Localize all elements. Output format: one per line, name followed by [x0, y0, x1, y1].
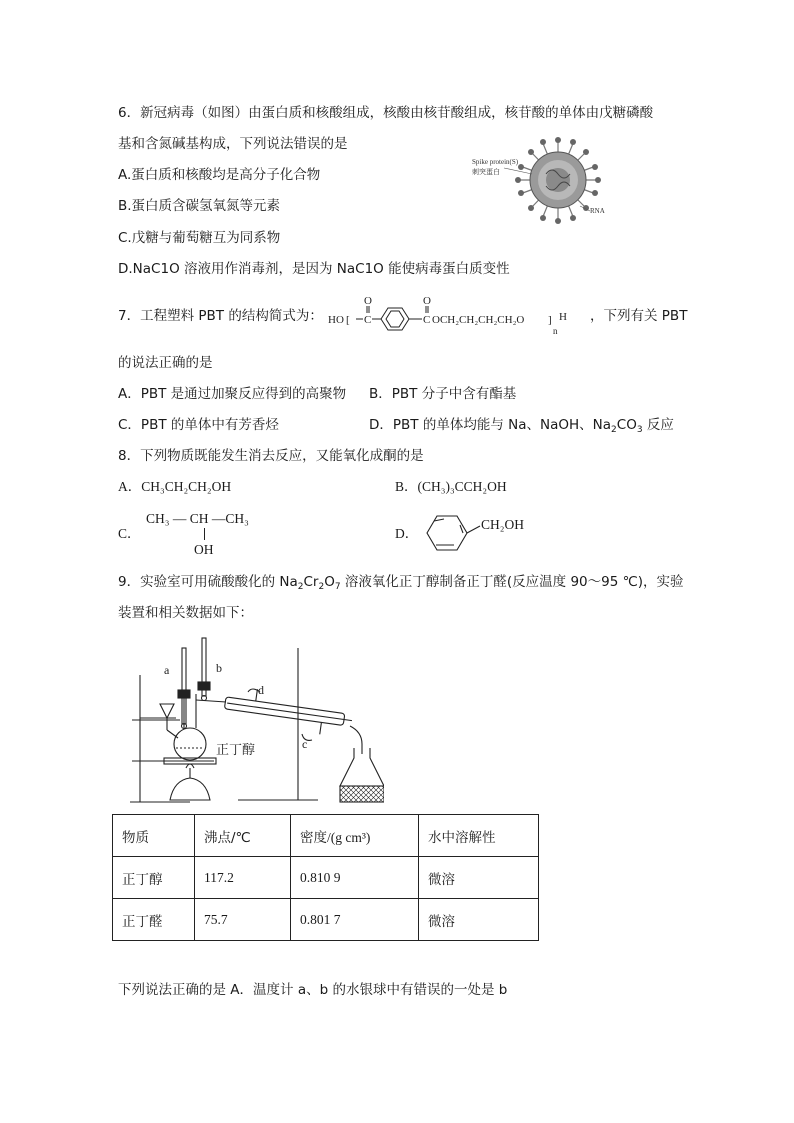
table-header-cell: 水中溶解性 [419, 815, 539, 857]
table-header-cell: 沸点/℃ [195, 815, 291, 857]
q7-stem-suffix: ，下列有关 PBT [590, 308, 688, 324]
q7-option-c: C．PBT 的单体中有芳香烃 [118, 417, 279, 433]
round-bottom-flask [174, 728, 206, 760]
alcohol-lamp [170, 778, 210, 800]
q6-stem-line1: 6．新冠病毒（如图）由蛋白质和核酸组成，核酸由核苷酸组成，核苷酸的单体由戊糖磷酸 [118, 105, 654, 121]
q7-option-a: A．PBT 是通过加聚反应得到的高聚物 [118, 386, 347, 402]
q8-option-c-chain: CH₃ — CH —CH₃ [146, 511, 249, 526]
table-cell: 正丁醇 [113, 857, 195, 899]
q8-stem: 8．下列物质既能发生消去反应，又能氧化成酮的是 [118, 448, 424, 464]
formula-ho: HO [328, 314, 344, 326]
distillation-apparatus [126, 630, 384, 808]
apparatus-label-b: b [216, 661, 222, 675]
table-cell: 75.7 [195, 899, 291, 941]
q6-stem-line2: 基和含氮碱基构成，下列说法错误的是 [118, 136, 348, 152]
q8-option-c-bond [204, 528, 205, 540]
q8-option-a: A．CH₃CH₂CH₂OH [118, 479, 232, 494]
q9-stem-line1: 9．实验室可用硫酸酸化的 $Na_2Cr_2O_7$ 溶液氧化正丁醇制备正丁醛(反应温度 90～95 ℃)，实验 [118, 574, 684, 592]
table-cell: 117.2 [195, 857, 291, 899]
virus-spike-label-cn: 刺突蛋白 [472, 168, 500, 176]
q7-stem-line2: 的说法正确的是 [118, 355, 213, 371]
table-cell: 正丁醛 [113, 899, 195, 941]
q8-option-c-oh: OH [194, 542, 214, 557]
apparatus-label-c: c [302, 737, 308, 751]
table-cell: 0.810 9 [291, 857, 419, 899]
table-row [113, 899, 539, 941]
formula-h: H [559, 311, 567, 323]
q7-stem-prefix: 7．工程塑料 PBT 的结构简式为： [118, 308, 323, 324]
q9-data-table [112, 814, 539, 941]
condenser [223, 685, 355, 738]
table-cell: 0.801 7 [291, 899, 419, 941]
q7-option-b: B．PBT 分子中含有酯基 [369, 386, 517, 402]
svg-text:]: ] [548, 314, 552, 326]
q6-option-a: A.蛋白质和核酸均是高分子化合物 [118, 167, 321, 183]
virus-illustration [470, 136, 620, 226]
table-cell: 微溶 [419, 857, 539, 899]
virus-rna-label: RNA [590, 207, 605, 215]
apparatus-label-a: a [164, 663, 170, 677]
apparatus-label-flask: 正丁醇 [216, 743, 256, 758]
q6-option-d: D.NaC1O 溶液用作消毒剂，是因为 NaC1O 能使病毒蛋白质变性 [118, 261, 510, 277]
formula-chain: OCH₂CH₂CH₂CH₂O [432, 314, 525, 326]
q7-option-d: D．PBT 的单体均能与 Na、NaOH、$Na_2CO_3$ 反应 [369, 417, 674, 435]
formula-c1: C [364, 314, 372, 326]
virus-spike-label-en: Spike protein(S) [472, 158, 519, 166]
apparatus-label-d: d [258, 683, 264, 697]
table-cell: 微溶 [419, 899, 539, 941]
formula-c2: C [423, 314, 431, 326]
table-header-row [113, 815, 539, 857]
formula-n: n [553, 326, 558, 336]
table-header-cell: 物质 [113, 815, 195, 857]
q8-option-d-label: D． [395, 526, 419, 541]
q6-option-c: C.戊糖与葡萄糖互为同系物 [118, 230, 281, 246]
svg-text:[: [ [346, 314, 350, 326]
formula-o1: O [364, 295, 372, 307]
q8-option-c-label: C． [118, 526, 141, 541]
table-header-cell: 密度/(g cm³) [291, 815, 419, 857]
pbt-structure-formula [326, 290, 588, 338]
q6-option-b: B.蛋白质含碳氢氧氮等元素 [118, 198, 281, 214]
q8-option-b: B．(CH₃)₃CCH₂OH [395, 479, 507, 494]
formula-o2: O [423, 295, 431, 307]
table-row [113, 857, 539, 899]
q8-option-d-group: CH₂OH [481, 517, 524, 532]
q9-conclusion: 下列说法正确的是 A．温度计 a、b 的水银球中有错误的一处是 b [118, 982, 508, 998]
q9-stem-line2: 装置和相关数据如下： [118, 605, 253, 621]
